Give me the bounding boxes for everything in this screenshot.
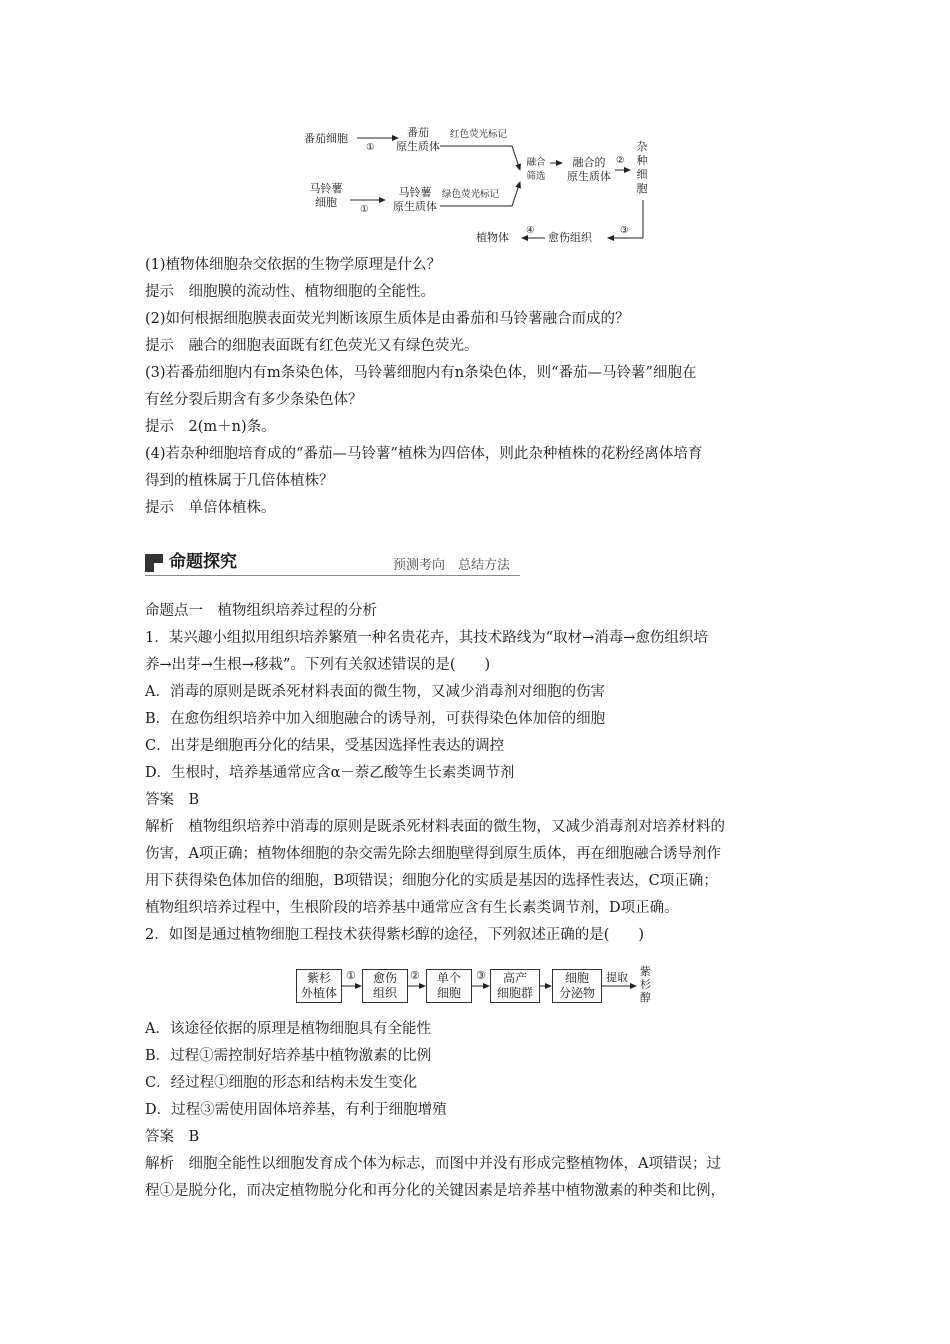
node-tomato-cell: 番茄细胞 — [304, 132, 348, 145]
box-text: 细胞 — [436, 986, 461, 1000]
step-2-label: ② — [616, 155, 625, 166]
q1-answer: 答案 B — [145, 792, 200, 808]
q2-option-a: A．该途径依据的原理是植物细胞具有全能性 — [145, 1021, 431, 1037]
green-fluorescence-label: 绿色荧光标记 — [442, 189, 500, 200]
q2-stem: 2．如图是通过植物细胞工程技术获得紫杉醇的途径，下列叙述正确的是( ) — [145, 927, 645, 943]
box-text: 外植体 — [300, 986, 337, 1000]
question-2-block — [145, 1016, 815, 1205]
topic-heading: 命题点一 植物组织培养过程的分析 — [145, 603, 377, 619]
box-text: 单个 — [436, 971, 461, 985]
q1-explanation: 伤害，A项正确；植物体细胞的杂交需先除去细胞壁得到原生质体，再在细胞融合诱导剂作 — [145, 846, 721, 862]
q2-answer: 答案 B — [145, 1129, 200, 1145]
qa-question: (4)若杂种细胞培育成的“番茄—马铃薯”植株为四倍体，则此杂种植株的花粉经离体培育 — [145, 446, 703, 462]
q1-stem: 养→出芽→生根→移栽”。下列有关叙述错误的是( ) — [145, 657, 491, 673]
node-text: 胞 — [636, 182, 648, 195]
qa-question: 有丝分裂后期含有多少条染色体？ — [145, 392, 363, 408]
q1-explanation: 解析 植物组织培养中消毒的原则是既杀死材料表面的微生物，又减少消毒剂对培养材料的 — [145, 819, 725, 835]
box-text: 紫杉 — [306, 971, 331, 985]
box-text: 细胞 — [564, 971, 589, 985]
product-text: 紫 — [640, 965, 651, 978]
node-text: 原生质体 — [396, 140, 440, 153]
box-text: 细胞群 — [496, 986, 533, 1000]
node-callus: 愈伤组织 — [548, 231, 592, 244]
qa-hint: 提示 融合的细胞表面既有红色荧光又有绿色荧光。 — [145, 338, 479, 354]
q1-explanation: 植物组织培养过程中，生根阶段的培养基中通常应含有生长素类调节剂，D项正确。 — [145, 900, 679, 916]
q2-option-b: B．过程①需控制好培养基中植物激素的比例 — [145, 1048, 432, 1064]
section-title: 命题探究 — [169, 552, 237, 572]
node-text: 细胞 — [315, 196, 337, 209]
node-text: 马铃薯 — [309, 182, 343, 195]
node-text: 融合 — [526, 157, 546, 168]
q2-explanation: 解析 细胞全能性以细胞发育成个体为标志，而图中并没有形成完整植物体，A项错误；过 — [145, 1156, 721, 1172]
q1-option-c: C．出芽是细胞再分化的结果，受基因选择性表达的调控 — [145, 738, 505, 754]
node-text: 番茄 — [407, 126, 429, 139]
step-1-label: ① — [346, 969, 356, 982]
node-text: 原生质体 — [567, 170, 611, 183]
q1-option-b: B．在愈伤组织培养中加入细胞融合的诱导剂，可获得染色体加倍的细胞 — [145, 711, 606, 727]
box-text: 组织 — [372, 986, 397, 1000]
product-taxol — [640, 965, 651, 1004]
node-text: 杂 — [636, 140, 648, 153]
q2-option-c: C．经过程①细胞的形态和结构未发生变化 — [145, 1075, 418, 1091]
q1-option-a: A．消毒的原则是既杀死材料表面的微生物，又减少消毒剂对细胞的伤害 — [145, 684, 605, 700]
step-3-label: ③ — [476, 969, 486, 982]
qa-question: 得到的植株属于几倍体植株？ — [145, 473, 334, 489]
step-1-label-b: ① — [360, 204, 369, 215]
section-subtitle: 预测考向 总结方法 — [393, 558, 511, 573]
q1-stem: 1．某兴趣小组拟用组织培养繁殖一种名贵花卉，其技术路线为“取材→消毒→愈伤组织培 — [145, 630, 708, 646]
node-text: 种 — [636, 154, 648, 167]
qa-question: (3)若番茄细胞内有m条染色体，马铃薯细胞内有n条染色体，则“番茄—马铃薯”细胞在 — [145, 365, 697, 381]
qa-hint: 提示 2(m＋n)条。 — [145, 419, 276, 435]
qa-hint: 提示 单倍体植株。 — [145, 500, 276, 516]
step-1-label: ① — [366, 142, 375, 153]
node-text: 细 — [636, 168, 648, 181]
red-fluorescence-label: 红色荧光标记 — [450, 129, 508, 140]
q1-option-d: D．生根时，培养基通常应含α－萘乙酸等生长素类调节剂 — [145, 765, 515, 781]
box-text: 愈伤 — [372, 971, 397, 985]
node-text: 马铃薯 — [398, 186, 432, 199]
q2-explanation: 程①是脱分化，而决定植物脱分化和再分化的关键因素是培养基中植物激素的种类和比例， — [145, 1183, 725, 1199]
node-text: 筛选 — [526, 171, 546, 182]
node-text: 原生质体 — [393, 200, 437, 213]
node-plant: 植物体 — [476, 231, 509, 244]
node-text: 融合的 — [572, 156, 606, 169]
qa-question: (2)如何根据细胞膜表面荧光判断该原生质体是由番茄和马铃薯融合而成的？ — [145, 311, 630, 327]
q1-explanation: 用下获得染色体加倍的细胞，B项错误；细胞分化的实质是基因的选择性表达，C项正确； — [145, 873, 718, 889]
qa-hint: 提示 细胞膜的流动性、植物细胞的全能性。 — [145, 284, 435, 300]
product-text: 醇 — [640, 991, 651, 1004]
box-text: 高产 — [502, 971, 527, 985]
extract-label: 提取 — [606, 971, 628, 984]
q2-option-d: D．过程③需使用固体培养基，有利于细胞增殖 — [145, 1102, 447, 1118]
box-text: 分泌物 — [558, 986, 595, 1000]
step-2-label: ② — [410, 969, 420, 982]
step-3-label: ③ — [620, 225, 629, 236]
qa-question: (1)植物体细胞杂交依据的生物学原理是什么？ — [145, 257, 442, 273]
step-4-label: ④ — [526, 225, 535, 236]
product-text: 杉 — [640, 978, 651, 991]
